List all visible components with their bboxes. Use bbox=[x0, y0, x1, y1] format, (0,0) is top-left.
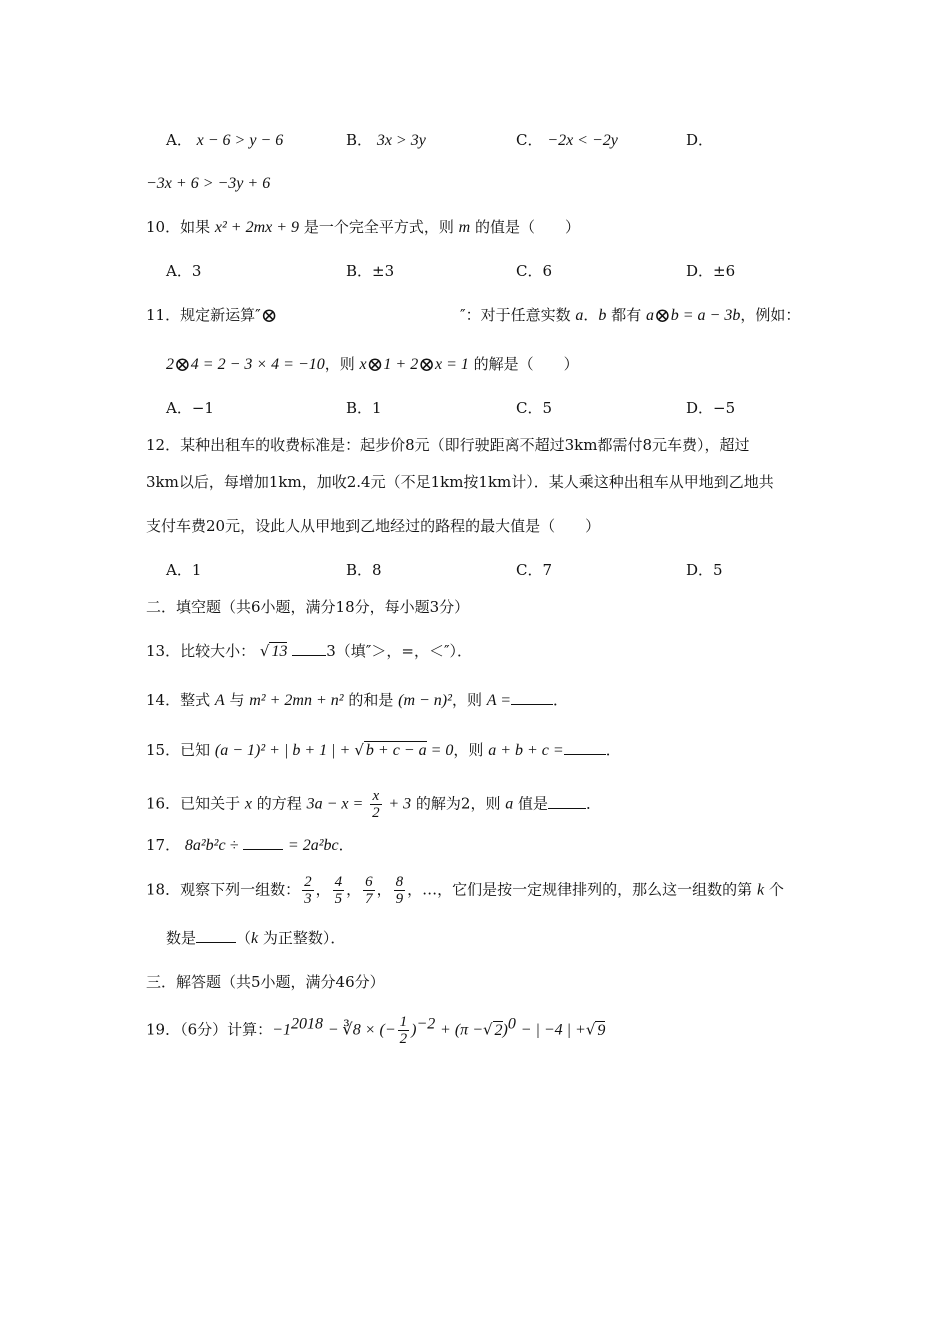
question-19 bbox=[146, 1014, 605, 1047]
math-expression: (a − 1)² + | b + 1 | + bbox=[214, 742, 355, 759]
separator: ， bbox=[346, 880, 362, 899]
math-expression: − | −4 | + bbox=[520, 1021, 586, 1039]
fraction-denominator: 2 bbox=[372, 805, 380, 821]
q12-option-a: A．1 bbox=[166, 561, 202, 579]
question-text: 的解是（ ） bbox=[473, 355, 579, 373]
radicand: 2 bbox=[494, 1021, 503, 1039]
question-text: （6分）计算： bbox=[180, 1020, 273, 1039]
question-text: ，则 bbox=[324, 355, 355, 373]
question-text: 比较大小： bbox=[180, 642, 256, 660]
q12-option-c: C．7 bbox=[516, 561, 553, 579]
sqrt-symbol-icon: √ bbox=[259, 642, 270, 660]
math-expression: (m − n)² bbox=[398, 692, 452, 709]
question-number: 14． bbox=[146, 691, 181, 709]
fraction-numerator: 1 bbox=[399, 1014, 408, 1030]
math-variable: a bbox=[505, 795, 514, 813]
fraction bbox=[370, 788, 382, 821]
separator: ． bbox=[583, 306, 599, 324]
option-label: A． bbox=[166, 131, 192, 149]
fraction bbox=[398, 1014, 410, 1047]
question-11-line1 bbox=[146, 305, 277, 325]
question-number: 11． bbox=[146, 306, 181, 324]
question-18-line2 bbox=[166, 928, 345, 949]
option-text: x − 6 > y − 6 bbox=[196, 132, 284, 149]
question-18-line1 bbox=[146, 874, 784, 907]
question-text: 是一个完全平方式，则 bbox=[303, 218, 454, 236]
section-heading-fill-in: 二．填空题（共6小题，满分18分，每小题3分） bbox=[146, 598, 470, 616]
math-expression: −1 bbox=[272, 1021, 291, 1039]
separator: ， bbox=[315, 880, 331, 899]
math-expression: = 0 bbox=[426, 742, 454, 759]
question-text: 与 bbox=[229, 691, 245, 709]
math-variable: k bbox=[756, 881, 765, 899]
fraction bbox=[394, 874, 406, 907]
math-expression: + 3 bbox=[388, 795, 412, 813]
fraction-numerator: 6 bbox=[365, 874, 373, 890]
q9-option-c bbox=[516, 130, 618, 151]
otimes-operator-icon: ⊗ bbox=[653, 303, 671, 327]
question-text: 的解为2，则 bbox=[415, 794, 501, 813]
math-expression: 1 + 2 bbox=[383, 356, 419, 373]
otimes-operator-icon: ⊗ bbox=[418, 352, 435, 376]
otimes-operator-icon: ⊗ bbox=[260, 303, 278, 327]
answer-blank bbox=[243, 835, 283, 850]
question-text: 都有 bbox=[611, 306, 642, 324]
math-variable: A bbox=[214, 692, 225, 709]
fraction-numerator: 4 bbox=[334, 874, 343, 890]
q10-option-c: C．6 bbox=[516, 262, 553, 280]
q10-option-d: D．±6 bbox=[686, 262, 736, 280]
question-text: 的方程 bbox=[256, 794, 302, 813]
q9-option-d-label bbox=[686, 130, 713, 150]
question-text: 的和是 bbox=[348, 691, 394, 709]
math-variable: b bbox=[598, 307, 607, 324]
option-text: −2x < −2y bbox=[547, 132, 618, 149]
fraction-denominator: 9 bbox=[395, 891, 404, 907]
math-variable: x bbox=[244, 795, 252, 813]
question-number: 19． bbox=[146, 1020, 181, 1039]
fraction-denominator: 7 bbox=[365, 891, 373, 907]
q9-option-d bbox=[146, 173, 270, 194]
otimes-operator-icon: ⊗ bbox=[366, 352, 384, 376]
question-number: 18． bbox=[146, 880, 181, 899]
question-12-line3: 支付车费20元，设此人从甲地到乙地经过的路程的最大值是（ ） bbox=[146, 517, 601, 535]
question-text: 观察下列一组数： bbox=[180, 880, 301, 899]
fraction-denominator: 3 bbox=[304, 891, 312, 907]
question-text: （ bbox=[236, 929, 252, 947]
option-label: C． bbox=[516, 131, 543, 149]
question-17 bbox=[146, 835, 354, 856]
option-text: −3x + 6 > −3y + 6 bbox=[146, 175, 271, 192]
math-expression: b = a − 3b bbox=[670, 307, 741, 324]
sqrt-symbol-icon: √ bbox=[585, 1020, 596, 1039]
answer-blank bbox=[196, 928, 236, 943]
question-number: 17． bbox=[146, 836, 181, 854]
question-text: 为正整数）． bbox=[262, 929, 346, 947]
question-text: ，…，它们是按一定规律排列的，那么这一组数的第 bbox=[407, 880, 753, 899]
sqrt-symbol-icon: √ bbox=[482, 1020, 493, 1039]
math-expression: a + b + c = bbox=[488, 742, 564, 759]
answer-blank bbox=[511, 690, 553, 705]
otimes-operator-icon: ⊗ bbox=[174, 352, 191, 376]
question-text: ，则 bbox=[453, 741, 484, 759]
math-expression: 8a²b²c ÷ bbox=[184, 837, 239, 854]
fraction-denominator: 2 bbox=[399, 1031, 408, 1047]
q11-option-b: B．1 bbox=[346, 399, 382, 417]
q12-option-d: D．5 bbox=[686, 561, 723, 579]
math-expression: 3a − x = bbox=[306, 795, 364, 813]
separator: ， bbox=[376, 880, 392, 899]
exponent: 0 bbox=[507, 1015, 516, 1033]
question-11-line2 bbox=[166, 354, 579, 375]
question-number: 16． bbox=[146, 794, 181, 813]
math-variable: x bbox=[359, 356, 367, 373]
math-expression: A = bbox=[486, 692, 512, 709]
q11-option-c: C．5 bbox=[516, 399, 553, 417]
radicand: b + c − a bbox=[365, 742, 427, 759]
question-text: 3（填″＞，=，＜″）． bbox=[326, 642, 473, 660]
section-heading-solutions: 三．解答题（共5小题，满分46分） bbox=[146, 973, 385, 991]
math-expression: + (π − bbox=[440, 1021, 483, 1039]
math-expression: x = 1 bbox=[434, 356, 469, 373]
question-number: 13． bbox=[146, 642, 181, 660]
option-text: 3x > 3y bbox=[376, 132, 426, 149]
question-text: 值是 bbox=[518, 794, 549, 813]
q10-option-a: A．3 bbox=[166, 262, 202, 280]
question-text: 整式 bbox=[180, 691, 211, 709]
question-number: 15． bbox=[146, 741, 181, 759]
q11-option-a: A．−1 bbox=[166, 399, 214, 417]
fraction bbox=[333, 874, 345, 907]
question-text: 已知关于 bbox=[180, 794, 241, 813]
question-16 bbox=[146, 788, 601, 821]
q9-option-a bbox=[166, 130, 283, 151]
radicand: 9 bbox=[597, 1021, 606, 1039]
question-11-line1-cont bbox=[460, 305, 800, 326]
answer-blank bbox=[292, 641, 326, 656]
question-number: 10． bbox=[146, 218, 181, 236]
math-variable: a bbox=[645, 307, 654, 324]
q11-option-d: D．−5 bbox=[686, 399, 736, 417]
question-text: ，例如： bbox=[740, 306, 801, 324]
exponent: 2018 bbox=[290, 1015, 323, 1033]
fraction bbox=[363, 874, 375, 907]
math-expression: x² + 2mx + 9 bbox=[214, 219, 300, 236]
answer-blank bbox=[548, 794, 586, 809]
fraction-numerator: x bbox=[370, 788, 382, 805]
math-expression: = 2a²bc bbox=[287, 837, 339, 854]
math-variable: m bbox=[458, 219, 471, 236]
question-text: ″：对于任意实数 bbox=[460, 306, 571, 324]
question-text: ． bbox=[586, 794, 602, 813]
math-number: 2 bbox=[166, 356, 174, 373]
question-text: 规定新运算″ bbox=[180, 306, 261, 324]
question-text: 如果 bbox=[180, 218, 211, 236]
q12-option-b: B．8 bbox=[346, 561, 382, 579]
question-12-line1: 12．某种出租车的收费标准是：起步价8元（即行驶距离不超过3km都需付8元车费），超过 bbox=[146, 436, 750, 454]
question-text: 个 bbox=[768, 880, 784, 899]
math-expression: − ∛8 × (− bbox=[327, 1021, 396, 1039]
question-text: ． bbox=[605, 741, 621, 759]
math-expression: ) bbox=[411, 1021, 417, 1039]
question-14 bbox=[146, 690, 568, 711]
fraction-numerator: 2 bbox=[304, 874, 312, 890]
option-label: B． bbox=[346, 131, 373, 149]
math-variable: k bbox=[251, 930, 259, 947]
question-text: ，则 bbox=[451, 691, 482, 709]
math-expression: ) bbox=[502, 1021, 508, 1039]
radicand: 13 bbox=[271, 643, 288, 660]
exponent: −2 bbox=[416, 1015, 436, 1033]
question-15 bbox=[146, 740, 621, 761]
fraction bbox=[302, 874, 314, 907]
fraction-numerator: 8 bbox=[395, 874, 404, 890]
question-text: ． bbox=[338, 836, 354, 854]
question-10 bbox=[146, 217, 580, 238]
question-text: 已知 bbox=[180, 741, 211, 759]
question-text: 的值是（ ） bbox=[474, 218, 580, 236]
question-text: 数是 bbox=[166, 929, 197, 947]
option-label: D． bbox=[686, 131, 714, 149]
question-13 bbox=[146, 641, 472, 662]
question-text: ． bbox=[553, 691, 569, 709]
math-expression: m² + 2mn + n² bbox=[249, 692, 344, 709]
q9-option-b bbox=[346, 130, 426, 151]
fraction-denominator: 5 bbox=[334, 891, 343, 907]
answer-blank bbox=[564, 740, 606, 755]
sqrt-symbol-icon: √ bbox=[354, 741, 364, 759]
math-expression: 4 = 2 − 3 × 4 = −10 bbox=[190, 356, 325, 373]
q10-option-b: B．±3 bbox=[346, 262, 395, 280]
math-variable: a bbox=[575, 307, 584, 324]
question-12-line2: 3km以后，每增加1km，加收2.4元（不足1km按1km计）．某人乘这种出租车从甲地到乙地共 bbox=[146, 473, 774, 491]
